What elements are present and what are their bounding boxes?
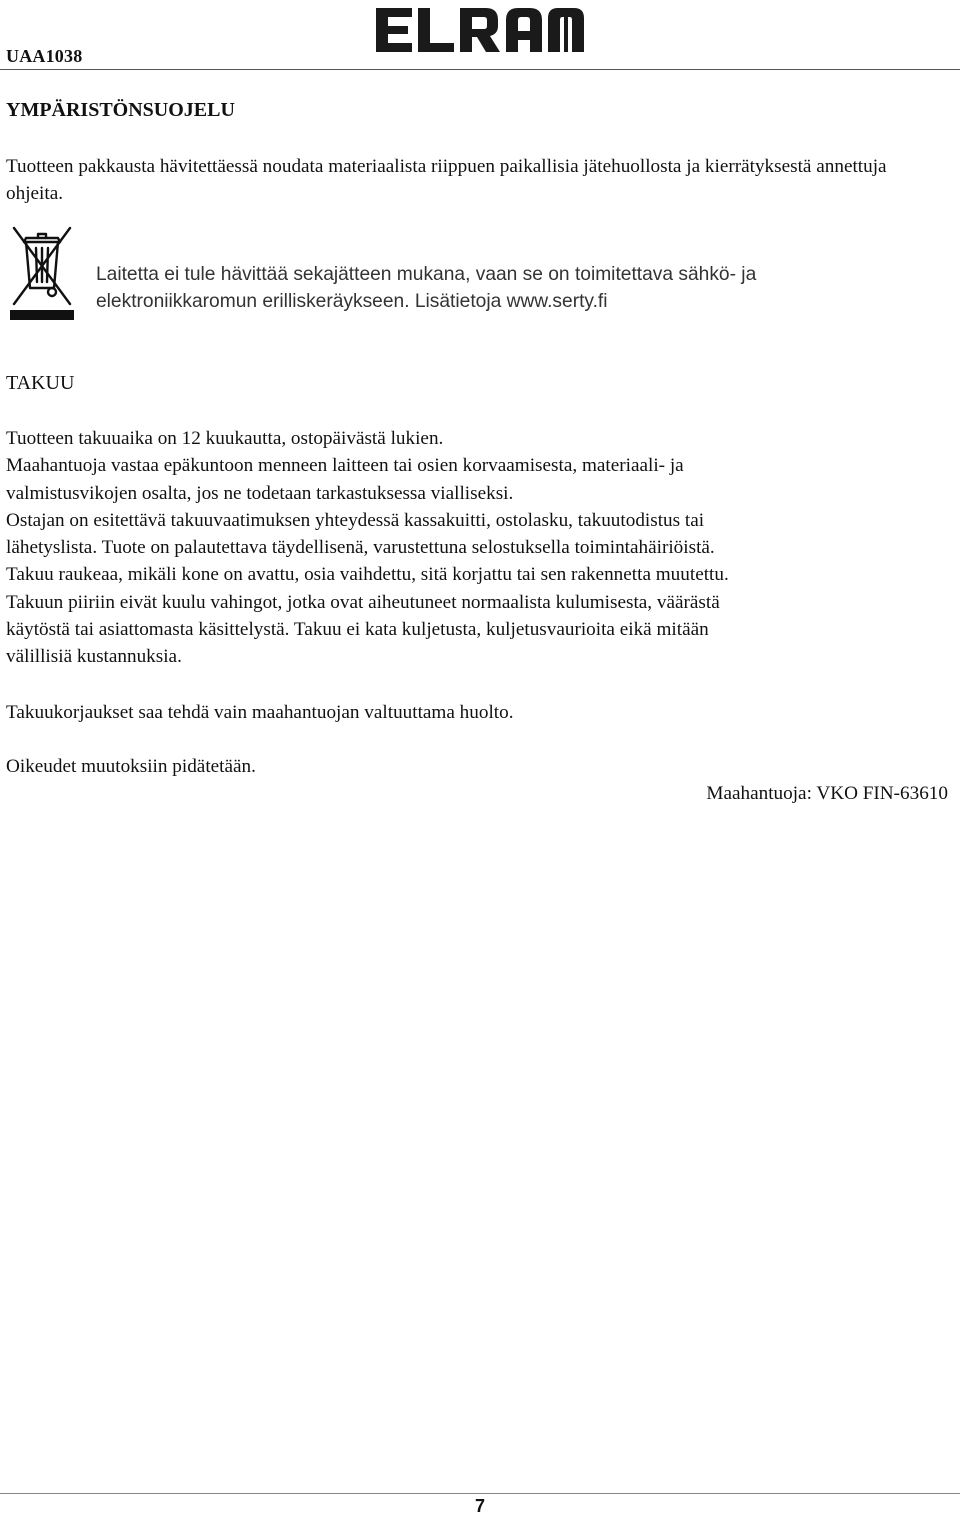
warranty-line: Takuu raukeaa, mikäli kone on avattu, osia vaihdettu, sitä korjattu tai sen rakennetta muutettu. — [6, 564, 729, 586]
authorized-repairs-note: Takuukorjaukset saa tehdä vain maahantuojan valtuuttama huolto. — [6, 702, 514, 723]
warranty-line: valmistusvikojen osalta, jos ne todetaan tarkastuksessa vialliseksi. — [6, 482, 514, 504]
page-number: 7 — [474, 1496, 485, 1516]
warranty-line: käytöstä tai asiattomasta käsittelystä. Takuu ei kata kuljetusta, kuljetusvaurioita eikä mitään — [6, 619, 709, 641]
warranty-line: lähetyslista. Tuote on palautettava täydellisenä, varustettuna selostuksella toimintahäiriöistä. — [6, 537, 715, 559]
document-code: UAA1038 — [6, 46, 83, 66]
elram-logo — [374, 4, 586, 56]
page-header — [0, 0, 960, 72]
weee-disposal-notice — [96, 261, 916, 316]
weee-line-1: Laitetta ei tule hävittää sekajätteen mukana, vaan se on toimitettava sähkö- ja — [96, 264, 757, 285]
packaging-instructions: Tuotteen pakkausta hävitettäessä noudata materiaalista riippuen paikallisia jätehuollosta ja kierrätyksestä annettuja ohjeita. — [6, 156, 887, 205]
warranty-line: Tuotteen takuuaika on 12 kuukautta, ostopäivästä lukien. — [6, 428, 444, 449]
footer-divider — [0, 1493, 960, 1494]
weee-line-2: elektroniikkaromun erilliskeräykseen. Lisätietoja www.serty.fi — [96, 291, 608, 313]
warranty-terms — [6, 425, 926, 671]
warranty-line: Ostajan on esitettävä takuuvaatimuksen yhteydessä kassakuitti, ostolasku, takuutodistus tai — [6, 509, 705, 531]
crossed-out-wheelie-bin-icon — [8, 222, 76, 322]
environment-heading: YMPÄRISTÖNSUOJELU — [6, 99, 235, 121]
importer-info: Maahantuoja: VKO FIN-63610 — [706, 783, 948, 804]
header-divider — [0, 69, 960, 70]
warranty-line: välillisiä kustannuksia. — [6, 646, 182, 668]
warranty-line: Takuun piiriin eivät kuulu vahingot, jotka ovat aiheutuneet normaalista kulumisesta, väärästä — [6, 591, 720, 613]
warranty-line: Maahantuoja vastaa epäkuntoon menneen laitteen tai osien korvaamisesta, materiaali- ja — [6, 455, 684, 477]
rights-reserved-note: Oikeudet muutoksiin pidätetään. — [6, 756, 256, 777]
warranty-heading: TAKUU — [6, 372, 75, 394]
